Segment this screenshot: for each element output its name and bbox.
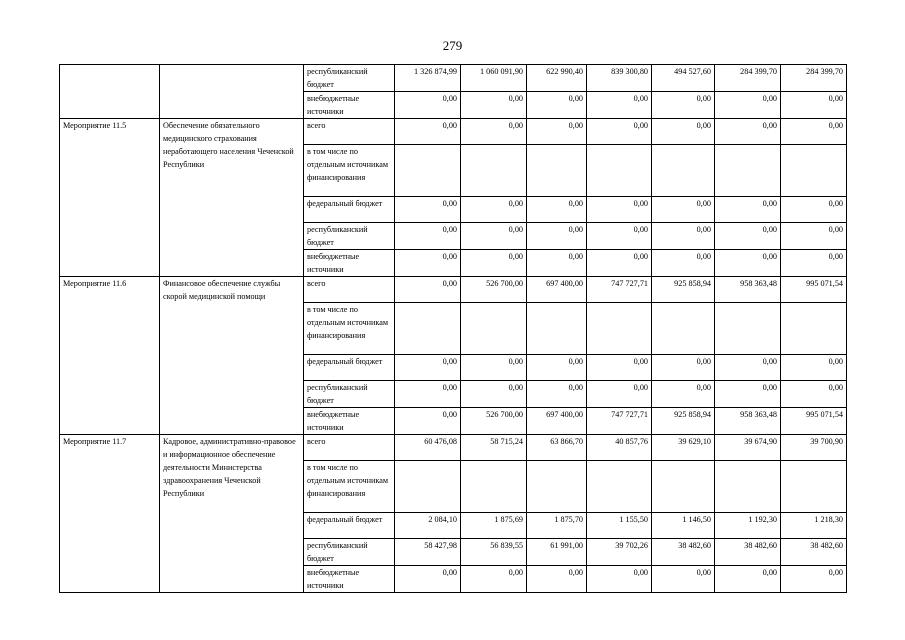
funding-source-cell: республиканский бюджет	[304, 223, 395, 250]
amount-cell: 0,00	[652, 566, 715, 593]
amount-cell: 0,00	[781, 381, 847, 408]
amount-cell	[527, 303, 587, 355]
amount-cell: 839 300,80	[587, 65, 652, 92]
amount-cell: 747 727,71	[587, 408, 652, 435]
amount-cell: 284 399,70	[781, 65, 847, 92]
amount-cell: 0,00	[461, 355, 527, 381]
amount-cell: 958 363,48	[715, 277, 781, 303]
amount-cell: 0,00	[527, 92, 587, 119]
measure-code-cell: Мероприятие 11.5	[60, 119, 160, 277]
amount-cell	[527, 145, 587, 197]
amount-cell: 1 218,30	[781, 513, 847, 539]
amount-cell: 58 427,98	[395, 539, 461, 566]
amount-cell: 0,00	[587, 92, 652, 119]
amount-cell: 925 858,94	[652, 408, 715, 435]
funding-source-cell: республиканский бюджет	[304, 539, 395, 566]
amount-cell: 2 084,10	[395, 513, 461, 539]
amount-cell: 0,00	[395, 355, 461, 381]
amount-cell: 0,00	[527, 381, 587, 408]
amount-cell: 39 700,90	[781, 435, 847, 461]
amount-cell: 747 727,71	[587, 277, 652, 303]
measure-code-cell: Мероприятие 11.6	[60, 277, 160, 435]
amount-cell: 0,00	[652, 119, 715, 145]
amount-cell: 0,00	[395, 223, 461, 250]
amount-cell: 38 482,60	[715, 539, 781, 566]
amount-cell	[781, 303, 847, 355]
amount-cell: 38 482,60	[781, 539, 847, 566]
amount-cell: 0,00	[587, 197, 652, 223]
amount-cell: 56 839,55	[461, 539, 527, 566]
amount-cell: 697 400,00	[527, 408, 587, 435]
funding-source-cell: в том числе по отдельным источникам финансирования	[304, 145, 395, 197]
funding-source-cell: республиканский бюджет	[304, 65, 395, 92]
amount-cell: 1 146,50	[652, 513, 715, 539]
amount-cell	[587, 303, 652, 355]
amount-cell	[715, 303, 781, 355]
amount-cell: 0,00	[781, 197, 847, 223]
funding-source-cell: внебюджетные источники	[304, 92, 395, 119]
amount-cell: 0,00	[587, 119, 652, 145]
measure-code-cell: Мероприятие 11.7	[60, 435, 160, 593]
amount-cell: 40 857,76	[587, 435, 652, 461]
funding-source-cell: всего	[304, 277, 395, 303]
amount-cell: 995 071,54	[781, 408, 847, 435]
amount-cell	[652, 145, 715, 197]
measure-code-cell	[60, 65, 160, 119]
amount-cell: 0,00	[527, 250, 587, 277]
funding-source-cell: федеральный бюджет	[304, 513, 395, 539]
amount-cell	[395, 145, 461, 197]
amount-cell: 697 400,00	[527, 277, 587, 303]
amount-cell: 0,00	[461, 223, 527, 250]
funding-source-cell: внебюджетные источники	[304, 408, 395, 435]
amount-cell: 0,00	[395, 277, 461, 303]
amount-cell: 0,00	[781, 92, 847, 119]
page-number: 279	[442, 38, 463, 53]
amount-cell: 0,00	[395, 408, 461, 435]
amount-cell: 0,00	[652, 250, 715, 277]
amount-cell: 0,00	[652, 92, 715, 119]
table-row	[60, 119, 847, 145]
amount-cell	[395, 461, 461, 513]
amount-cell	[781, 145, 847, 197]
amount-cell	[652, 303, 715, 355]
amount-cell: 0,00	[781, 223, 847, 250]
amount-cell: 0,00	[652, 355, 715, 381]
amount-cell: 0,00	[395, 566, 461, 593]
amount-cell: 0,00	[781, 566, 847, 593]
amount-cell	[527, 461, 587, 513]
amount-cell: 39 629,10	[652, 435, 715, 461]
amount-cell: 61 991,00	[527, 539, 587, 566]
amount-cell: 0,00	[781, 355, 847, 381]
table-row	[60, 277, 847, 303]
amount-cell: 0,00	[781, 119, 847, 145]
funding-source-cell: в том числе по отдельным источникам финансирования	[304, 461, 395, 513]
amount-cell	[461, 303, 527, 355]
amount-cell: 0,00	[715, 250, 781, 277]
amount-cell: 0,00	[461, 119, 527, 145]
amount-cell: 0,00	[587, 223, 652, 250]
amount-cell: 0,00	[461, 381, 527, 408]
amount-cell: 58 715,24	[461, 435, 527, 461]
amount-cell: 1 875,70	[527, 513, 587, 539]
amount-cell	[587, 145, 652, 197]
amount-cell	[461, 461, 527, 513]
funding-source-cell: внебюджетные источники	[304, 250, 395, 277]
amount-cell: 925 858,94	[652, 277, 715, 303]
amount-cell: 0,00	[652, 381, 715, 408]
amount-cell	[781, 461, 847, 513]
amount-cell: 1 155,50	[587, 513, 652, 539]
measure-title-cell: Обеспечение обязательного медицинского страхования неработающего населения Чеченской Республики	[160, 119, 304, 277]
amount-cell: 0,00	[461, 250, 527, 277]
amount-cell	[715, 461, 781, 513]
table-row	[60, 435, 847, 461]
funding-source-cell: всего	[304, 119, 395, 145]
budget-table	[59, 64, 847, 593]
amount-cell: 0,00	[715, 223, 781, 250]
amount-cell: 0,00	[527, 119, 587, 145]
amount-cell: 0,00	[461, 566, 527, 593]
measure-title-cell: Финансовое обеспечение службы скорой медицинской помощи	[160, 277, 304, 435]
funding-source-cell: федеральный бюджет	[304, 355, 395, 381]
funding-source-cell: федеральный бюджет	[304, 197, 395, 223]
amount-cell: 60 476,08	[395, 435, 461, 461]
amount-cell: 0,00	[587, 381, 652, 408]
amount-cell: 622 990,40	[527, 65, 587, 92]
funding-source-cell: в том числе по отдельным источникам финансирования	[304, 303, 395, 355]
amount-cell: 0,00	[527, 197, 587, 223]
amount-cell: 0,00	[715, 92, 781, 119]
amount-cell: 0,00	[395, 119, 461, 145]
amount-cell: 39 702,26	[587, 539, 652, 566]
amount-cell: 0,00	[652, 197, 715, 223]
amount-cell	[395, 303, 461, 355]
amount-cell: 0,00	[715, 119, 781, 145]
amount-cell: 0,00	[587, 355, 652, 381]
amount-cell: 0,00	[587, 566, 652, 593]
amount-cell: 526 700,00	[461, 408, 527, 435]
amount-cell: 1 060 091,90	[461, 65, 527, 92]
amount-cell: 0,00	[461, 92, 527, 119]
amount-cell	[587, 461, 652, 513]
amount-cell: 0,00	[527, 223, 587, 250]
amount-cell: 63 866,70	[527, 435, 587, 461]
measure-title-cell: Кадровое, административно-правовое и информационное обеспечение деятельности Министерства здравоохранения Чеченской Республики	[160, 435, 304, 593]
amount-cell: 526 700,00	[461, 277, 527, 303]
amount-cell: 0,00	[587, 250, 652, 277]
measure-title-cell	[160, 65, 304, 119]
amount-cell: 0,00	[715, 566, 781, 593]
amount-cell: 0,00	[461, 197, 527, 223]
amount-cell	[461, 145, 527, 197]
amount-cell: 0,00	[395, 250, 461, 277]
amount-cell: 38 482,60	[652, 539, 715, 566]
amount-cell: 0,00	[715, 355, 781, 381]
amount-cell: 0,00	[715, 381, 781, 408]
amount-cell: 1 326 874,99	[395, 65, 461, 92]
amount-cell: 0,00	[395, 381, 461, 408]
amount-cell	[715, 145, 781, 197]
amount-cell: 0,00	[527, 566, 587, 593]
amount-cell: 1 875,69	[461, 513, 527, 539]
amount-cell: 0,00	[395, 92, 461, 119]
funding-source-cell: всего	[304, 435, 395, 461]
amount-cell	[652, 461, 715, 513]
amount-cell: 0,00	[652, 223, 715, 250]
amount-cell: 0,00	[715, 197, 781, 223]
amount-cell: 39 674,90	[715, 435, 781, 461]
amount-cell: 494 527,60	[652, 65, 715, 92]
amount-cell: 958 363,48	[715, 408, 781, 435]
funding-source-cell: республиканский бюджет	[304, 381, 395, 408]
amount-cell: 284 399,70	[715, 65, 781, 92]
amount-cell: 0,00	[781, 250, 847, 277]
amount-cell: 0,00	[527, 355, 587, 381]
table-row	[60, 65, 847, 92]
amount-cell: 0,00	[395, 197, 461, 223]
funding-source-cell: внебюджетные источники	[304, 566, 395, 593]
amount-cell: 1 192,30	[715, 513, 781, 539]
amount-cell: 995 071,54	[781, 277, 847, 303]
